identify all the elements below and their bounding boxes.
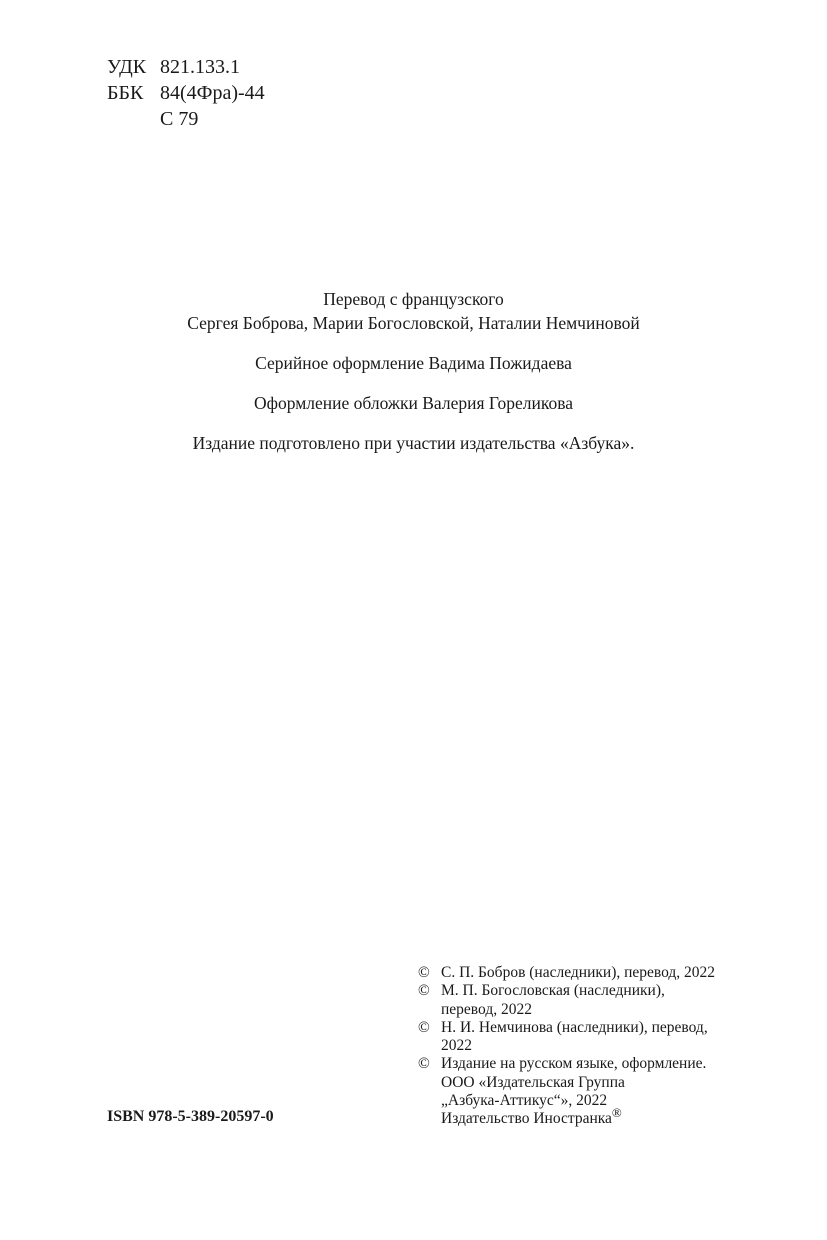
bbk-value: 84(4Фра)-44 xyxy=(160,82,265,104)
copyright-entry xyxy=(418,1055,758,1128)
copyright-block xyxy=(418,964,758,1129)
cover-design: Оформление обложки Валерия Гореликова xyxy=(254,393,573,413)
copyright-line: перевод, 2022 xyxy=(441,1000,532,1018)
publisher-line xyxy=(441,1105,758,1128)
copyright-line: 2022 xyxy=(441,1037,472,1055)
translation-line-1: Перевод с французского xyxy=(323,289,504,309)
udk-value: 821.133.1 xyxy=(160,56,240,78)
translation-line-2: Сергея Боброва, Марии Богословской, Наталии Немчиновой xyxy=(187,313,640,333)
copyright-symbol: © xyxy=(418,1055,430,1073)
copyright-line: Н. И. Немчинова (наследники), перевод, xyxy=(441,1018,708,1036)
credits-block xyxy=(0,287,827,455)
copyright-line: „Азбука-Аттикус“», 2022 xyxy=(441,1092,608,1110)
udk-row xyxy=(107,54,265,80)
copyright-entry xyxy=(418,982,758,1019)
edition-note: Издание подготовлено при участии издательства «Азбука». xyxy=(192,433,635,453)
series-design: Серийное оформление Вадима Пожидаева xyxy=(255,353,572,373)
copyright-line: С. П. Бобров (наследники), перевод, 2022 xyxy=(441,964,716,981)
author-mark: С 79 xyxy=(160,108,199,130)
copyright-symbol: © xyxy=(418,1018,430,1036)
author-mark-row xyxy=(107,106,265,132)
copyright-line: М. П. Богословская (наследники), xyxy=(441,982,665,1000)
publisher-name: Издательство Иностранка xyxy=(441,1110,612,1128)
catalog-codes xyxy=(107,54,265,132)
copyright-line: ООО «Издательская Группа xyxy=(441,1073,625,1091)
bbk-row xyxy=(107,80,265,106)
copyright-symbol: © xyxy=(418,964,430,981)
registered-mark: ® xyxy=(611,1105,622,1121)
copyright-symbol: © xyxy=(418,982,430,1000)
copyright-entry xyxy=(418,1019,758,1056)
copyright-entry xyxy=(418,964,758,982)
bbk-label: ББК xyxy=(107,82,144,104)
isbn: ISBN 978-5-389-20597-0 xyxy=(107,1108,274,1125)
udk-label: УДК xyxy=(107,56,147,78)
copyright-line: Издание на русском языке, оформление. xyxy=(441,1055,707,1073)
